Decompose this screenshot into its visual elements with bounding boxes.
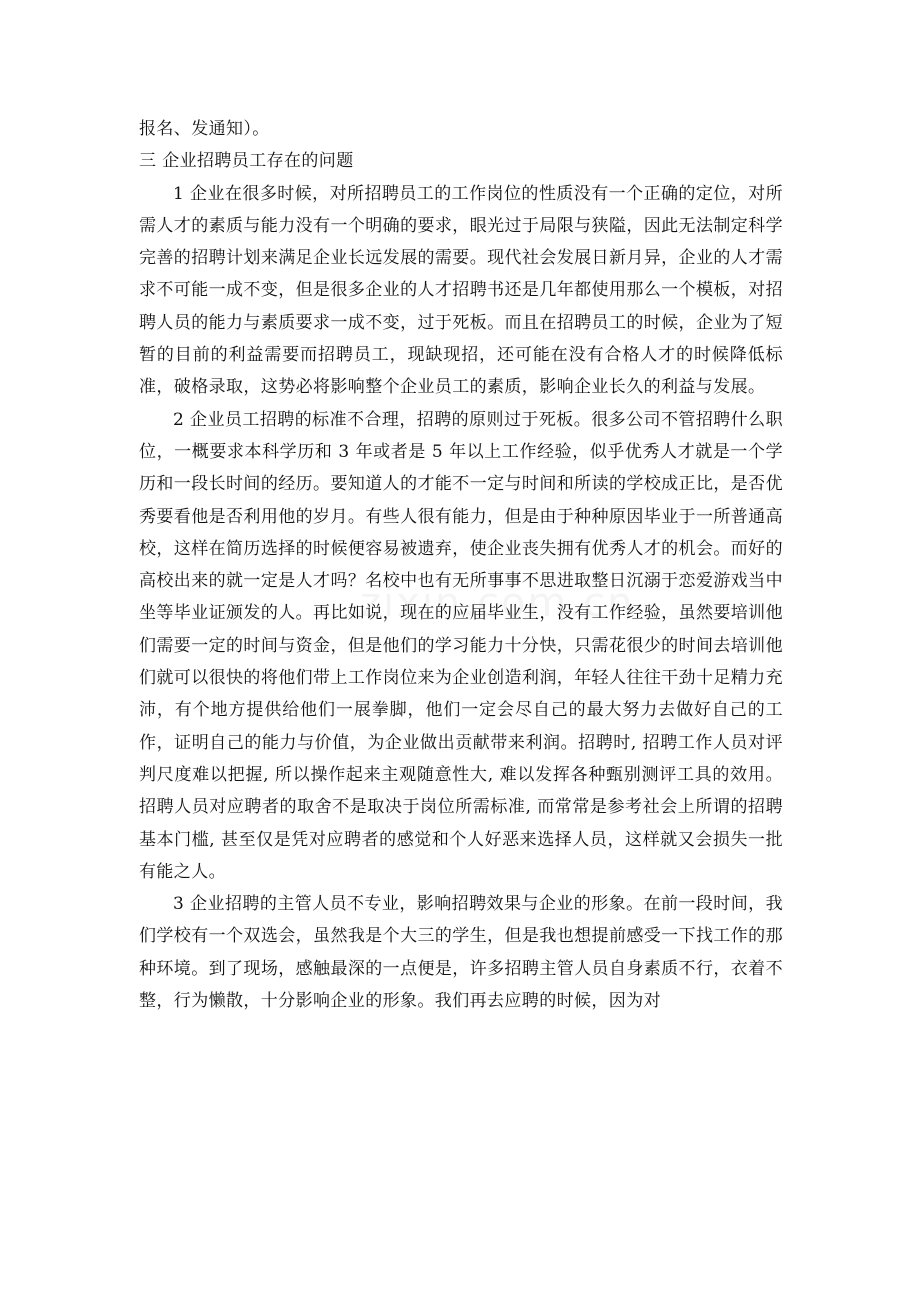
document-body (139, 113, 783, 1017)
paragraph-2: 2 企业员工招聘的标准不合理，招聘的原则过于死板。很多公司不管招聘什么职位，一概要求本科学历和 3 年或者是 5 年以上工作经验，似乎优秀人才就是一个学历和一段长时间的经历。要知道人的才能不一定与时间和所读的学校成正比，是否优秀要看他是否利用他的岁月。有些人很有能力，但是由于种种原因毕业于一所普通高校，这样在简历选择的时候便容易被遗弃，使企业丧失拥有优秀人才的机会。而好的高校出来的就一定是人才吗？名校中也有无所事事不思进取整日沉溺于恋爱游戏当中坐等毕业证颁发的人。再比如说，现在的应届毕业生，没有工作经验，虽然要培训他们需要一定的时间与资金，但是他们的学习能力十分快，只需花很少的时间去培训他们就可以很快的将他们带上工作岗位来为企业创造利润，年轻人往往干劲十足精力充沛，有个地方提供给他们一展拳脚，他们一定会尽自己的最大努力去做好自己的工作，证明自己的能力与价值，为企业做出贡献带来利润。招聘时, 招聘工作人员对评判尺度难以把握, 所以操作起来主观随意性大, 难以发挥各种甄别测评工具的效用。招聘人员对应聘者的取舍不是取决于岗位所需标准, 而常常是参考社会上所谓的招聘基本门槛, 甚至仅是凭对应聘者的感觉和个人好恶来选择人员，这样就又会损失一批有能之人。 (139, 409, 783, 882)
paragraph-3: 3 企业招聘的主管人员不专业，影响招聘效果与企业的形象。在前一段时间，我们学校有一个双选会，虽然我是个大三的学生，但是我也想提前感受一下找工作的那种环境。到了现场，感触最深的一点便是，许多招聘主管人员自身素质不行，衣着不整，行为懒散，十分影响企业的形象。我们再去应聘的时候，因为对 (139, 894, 783, 1012)
paragraph-1: 1 企业在很多时候，对所招聘员工的工作岗位的性质没有一个正确的定位，对所需人才的素质与能力没有一个明确的要求，眼光过于局限与狭隘，因此无法制定科学完善的招聘计划来满足企业长远发展的需要。现代社会发展日新月异，企业的人才需求不可能一成不变，但是很多企业的人才招聘书还是几年都使用那么一个模板，对招聘人员的能力与素质要求一成不变，过于死板。而且在招聘员工的时候，企业为了短暂的目前的利益需要而招聘员工，现缺现招，还可能在没有合格人才的时候降低标准，破格录取，这势必将影响整个企业员工的素质，影响企业长久的利益与发展。 (139, 183, 783, 398)
section-heading: 三 企业招聘员工存在的问题 (139, 151, 354, 172)
lead-line: 报名、发通知）。 (139, 119, 270, 139)
